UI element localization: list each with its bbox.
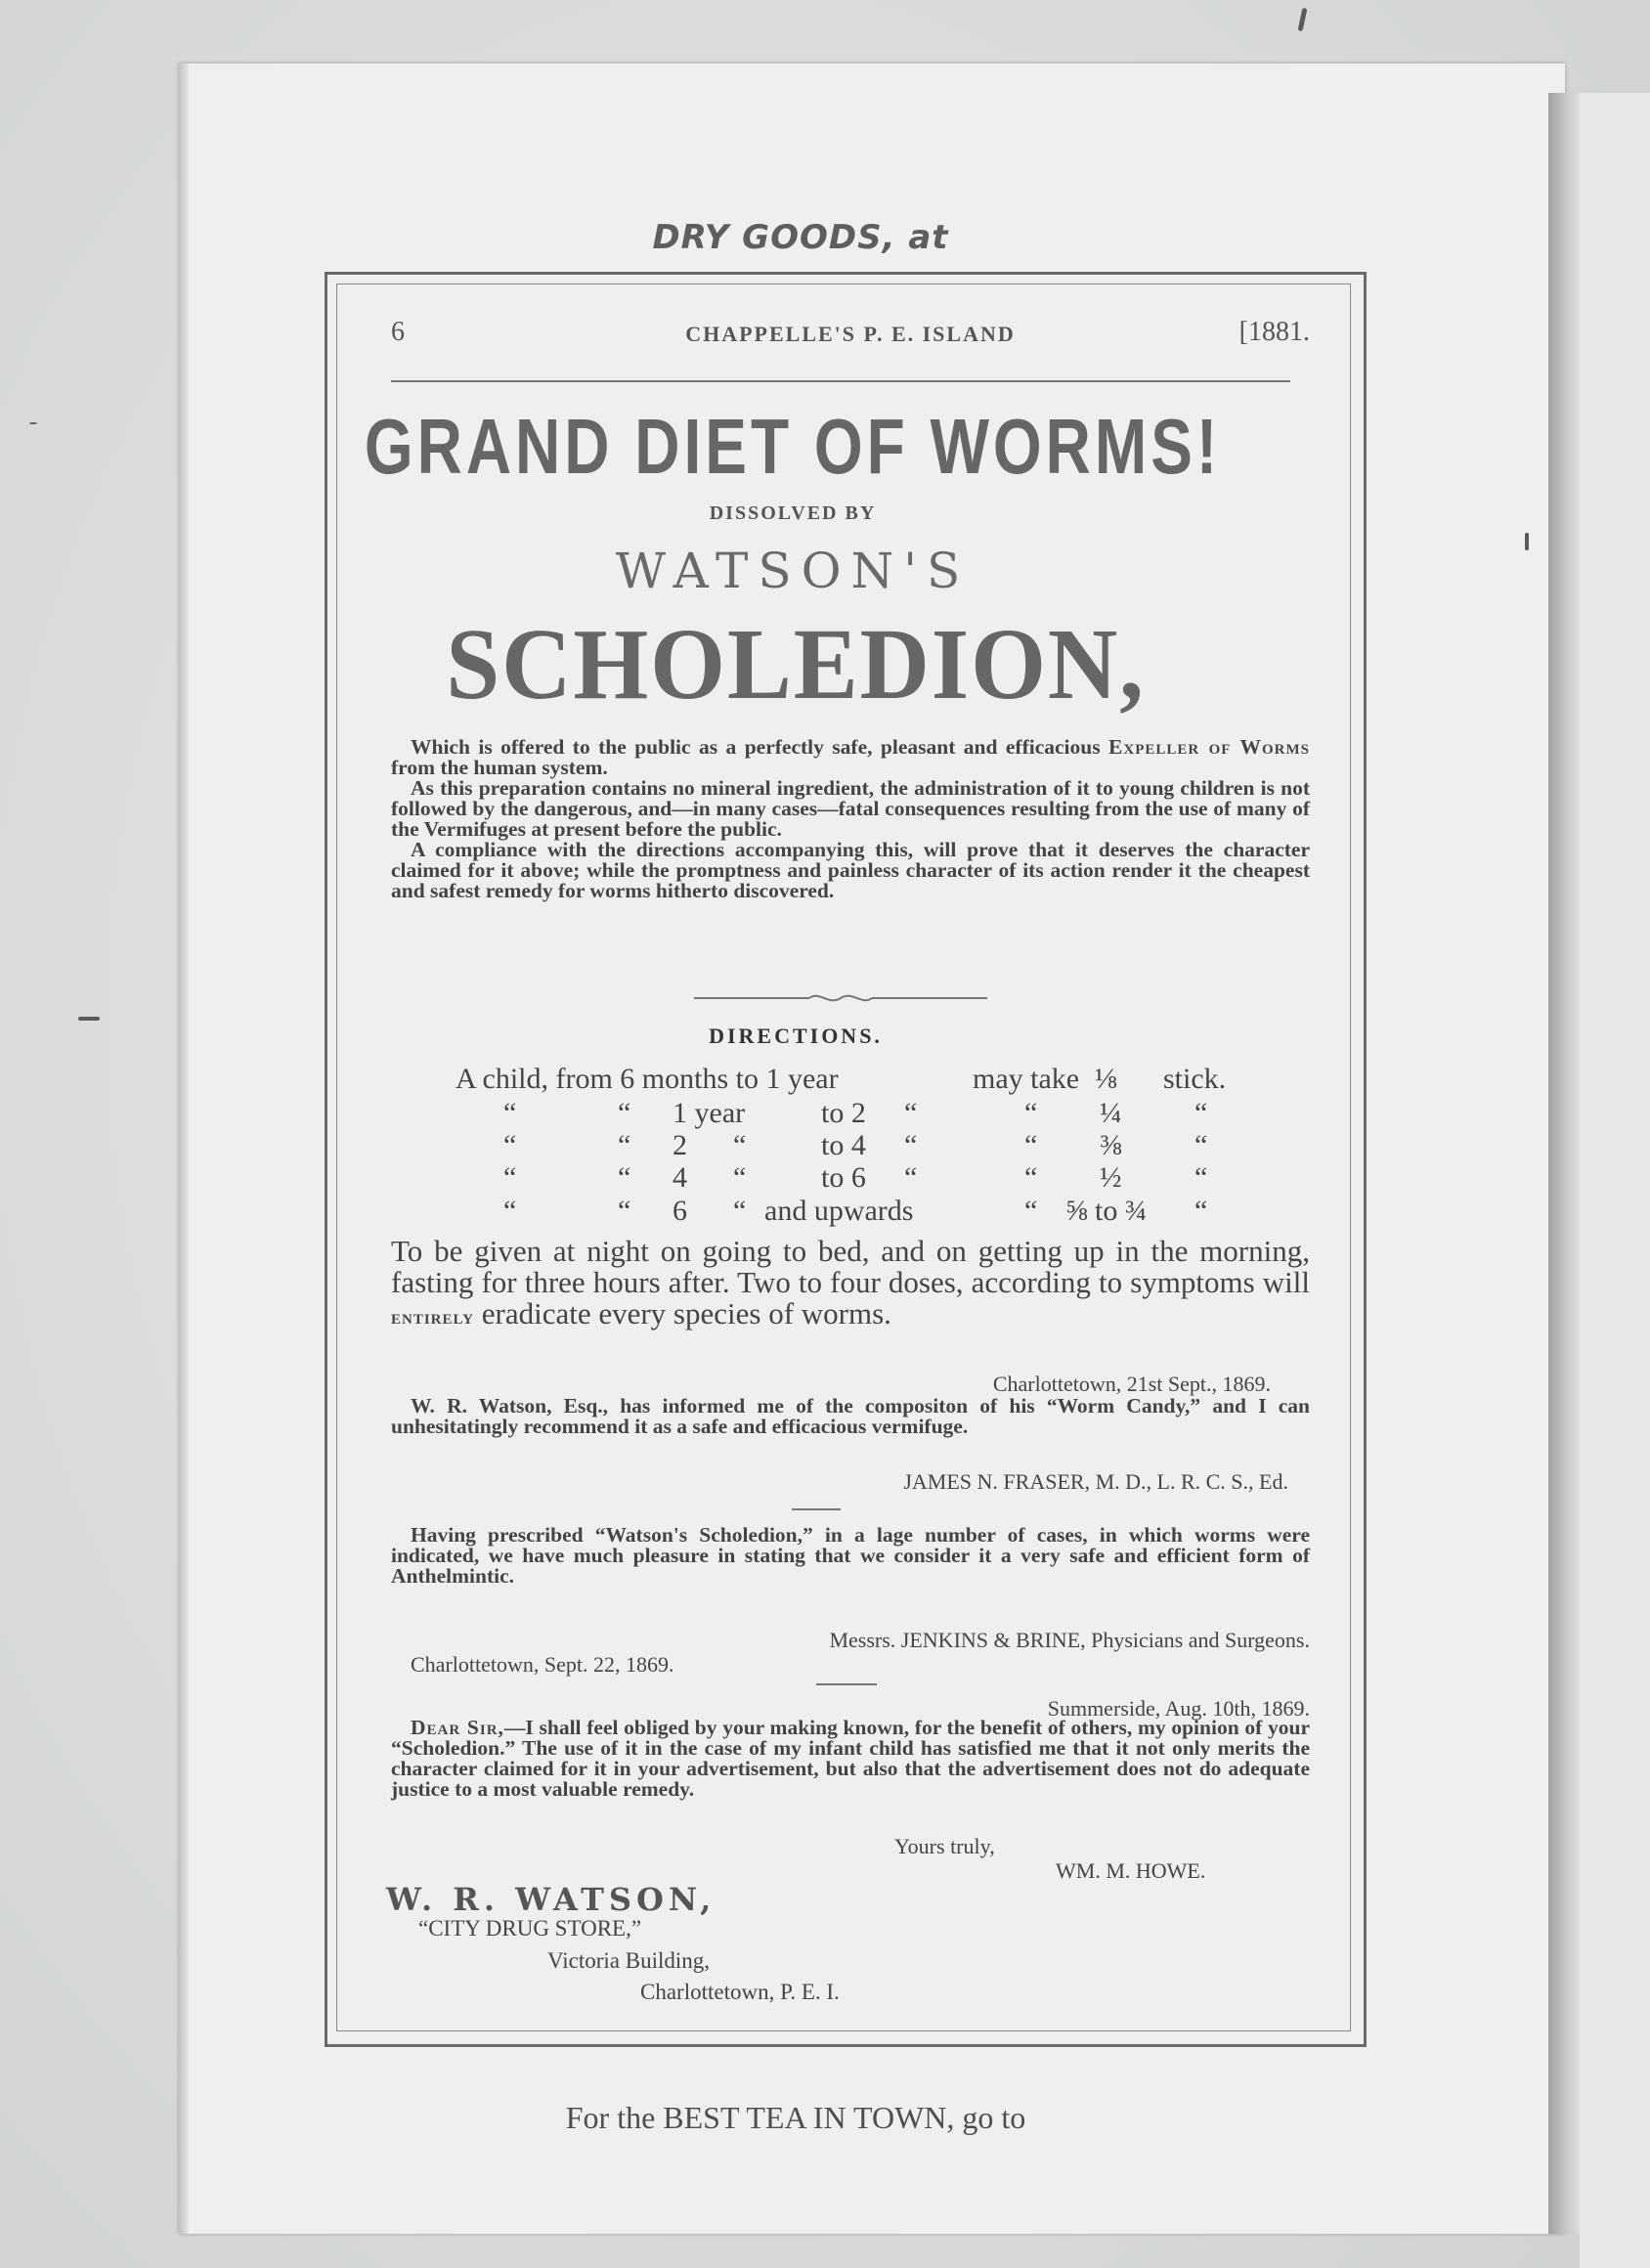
header-rule [391, 380, 1290, 382]
brand-name: WATSON'S [615, 543, 971, 599]
ditto-mark: “ [1024, 1129, 1038, 1161]
instructions-emphasis: entirely [391, 1304, 474, 1329]
running-head [391, 317, 1310, 356]
testimonial-1-body: W. R. Watson, Esq., has informed me of the compositon of his “Worm Candy,” and I can unhesitatingly recommend it as a safe and efficacious vermifuge. [391, 1394, 1310, 1438]
top-advertisement: DRY GOODS, at [652, 218, 949, 257]
page-edge-shadow [179, 64, 189, 2234]
ditto-mark: “ [733, 1195, 747, 1227]
dose-amount: ⅛ [1095, 1063, 1117, 1095]
running-head-title: CHAPPELLE'S P. E. ISLAND [685, 322, 1016, 346]
separator-rule [792, 1508, 841, 1510]
advertiser-store: “CITY DRUG STORE,” [418, 1916, 642, 1941]
ditto-mark: “ [618, 1161, 631, 1194]
ditto-mark: “ [904, 1097, 918, 1129]
dose-verb: may take [973, 1063, 1080, 1095]
intro-paragraph-1 [391, 737, 1310, 778]
ditto-mark: “ [503, 1097, 517, 1129]
dose-amount: ¼ [1100, 1097, 1122, 1129]
dose-age-to: to 4 [821, 1129, 866, 1161]
testimonial-3-date: Summerside, Aug. 10th, 1869. [1047, 1696, 1310, 1721]
dose-age-from: 1 year [673, 1097, 746, 1129]
intro-p1-smallcaps: Expeller of Worms [1108, 735, 1310, 759]
testimonial-3-text: —I shall feel obliged by your making known, for the benefit of others, my opinion of your “Scholedion.” The use of it in the case of my infant child has satisfied me that it not only merits the character claimed for it in your advertisement, but also that the advertisement does not do adequate justice to a most valuable remedy. [391, 1716, 1310, 1801]
testimonial-1-date: Charlottetown, 21st Sept., 1869. [992, 1372, 1271, 1396]
separator-rule [816, 1683, 877, 1685]
testimonial-2-date: Charlottetown, Sept. 22, 1869. [411, 1652, 674, 1677]
testimonial-3-body [391, 1718, 1310, 1800]
ditto-mark: “ [1194, 1097, 1208, 1129]
testimonial-3-closing: Yours truly, [894, 1834, 995, 1858]
ditto-mark: “ [1194, 1161, 1208, 1194]
ditto-mark: “ [733, 1129, 747, 1161]
ditto-mark: “ [618, 1097, 631, 1129]
intro-paragraph-3: A compliance with the directions accompanying this, will prove that it deserves the character claimed for it above; while the promptness and painless character of its action render it the cheapest and safest remedy for worms hitherto discovered. [391, 838, 1310, 902]
product-name: SCHOLEDION, [446, 608, 1146, 720]
intro-p1-text-end: from the human system. [391, 756, 608, 779]
bottom-advertisement: For the BEST TEA IN TOWN, go to [565, 2100, 1026, 2135]
intro-paragraph-2: As this preparation contains no mineral ingredient, the administration of it to young children is not followed by the dangerous, and—in many cases—fatal consequences resulting from the use of many of the Vermifuges at present before the public. [391, 776, 1310, 841]
advertiser-building: Victoria Building, [547, 1948, 710, 1973]
page-number: 6 [391, 317, 405, 347]
intro-text [391, 737, 1310, 901]
dose-unit: stick. [1163, 1063, 1227, 1095]
ditto-mark: “ [503, 1195, 517, 1227]
dust-speck [78, 1017, 100, 1021]
dose-age-from: 6 [673, 1195, 687, 1227]
instructions-text: To be given at night on going to bed, and on getting up in the morning, fasting for three hours after. Two to four doses, according to symptoms will [391, 1234, 1310, 1299]
dose-age-from: 4 [673, 1161, 687, 1194]
ditto-mark: “ [904, 1129, 918, 1161]
intro-p1-text: Which is offered to the public as a perfectly safe, pleasant and efficacious [411, 735, 1101, 759]
instructions-text-end: eradicate every species of worms. [481, 1296, 891, 1330]
dose-amount: ½ [1100, 1161, 1122, 1194]
ditto-mark: “ [618, 1129, 631, 1161]
ditto-mark: “ [503, 1161, 517, 1194]
testimonial-2-signature: Messrs. JENKINS & BRINE, Physicians and Surgeons. [829, 1628, 1310, 1652]
dose-age-to: to 6 [821, 1161, 866, 1194]
dose-age-to: and upwards [764, 1195, 914, 1227]
ditto-mark: “ [904, 1161, 918, 1194]
dissolved-by-line: DISSOLVED BY [709, 502, 877, 524]
dose-age-from: 2 [673, 1129, 687, 1161]
ditto-mark: “ [1024, 1161, 1038, 1194]
testimonial-3-signature: WM. M. HOWE. [1056, 1858, 1206, 1883]
ditto-mark: “ [1194, 1129, 1208, 1161]
ditto-mark: “ [1024, 1097, 1038, 1129]
dose-amount: ⅝ to ¾ [1065, 1195, 1148, 1227]
ditto-mark: “ [503, 1129, 517, 1161]
ad-headline: GRAND DIET OF WORMS! [364, 402, 1222, 491]
directions-title: DIRECTIONS. [709, 1024, 883, 1048]
ditto-mark: “ [1194, 1195, 1208, 1227]
dosage-instructions [391, 1236, 1310, 1332]
ditto-mark: “ [618, 1195, 631, 1227]
testimonial-2-body: Having prescribed “Watson's Scholedion,” in a lage number of cases, in which worms were indicated, we have much pleasure in stating that we consider it a very safe and efficient form of Anthelmintic. [391, 1523, 1310, 1588]
testimonial-1-signature: JAMES N. FRASER, M. D., L. R. C. S., Ed. [903, 1469, 1288, 1494]
advertiser-town: Charlottetown, P. E. I. [640, 1980, 840, 2004]
running-head-year: [1881. [1238, 317, 1310, 347]
dose-amount: ⅜ [1100, 1129, 1122, 1161]
ornamental-divider [694, 990, 987, 1006]
advertiser-name: W. R. WATSON, [386, 1881, 716, 1918]
testimonial-3-salutation: Dear Sir, [411, 1716, 504, 1739]
dose-age-to: to 2 [821, 1097, 866, 1129]
ditto-mark: “ [1024, 1195, 1038, 1227]
ditto-mark: “ [733, 1161, 747, 1194]
dose-age: A child, from 6 months to 1 year [456, 1063, 839, 1095]
